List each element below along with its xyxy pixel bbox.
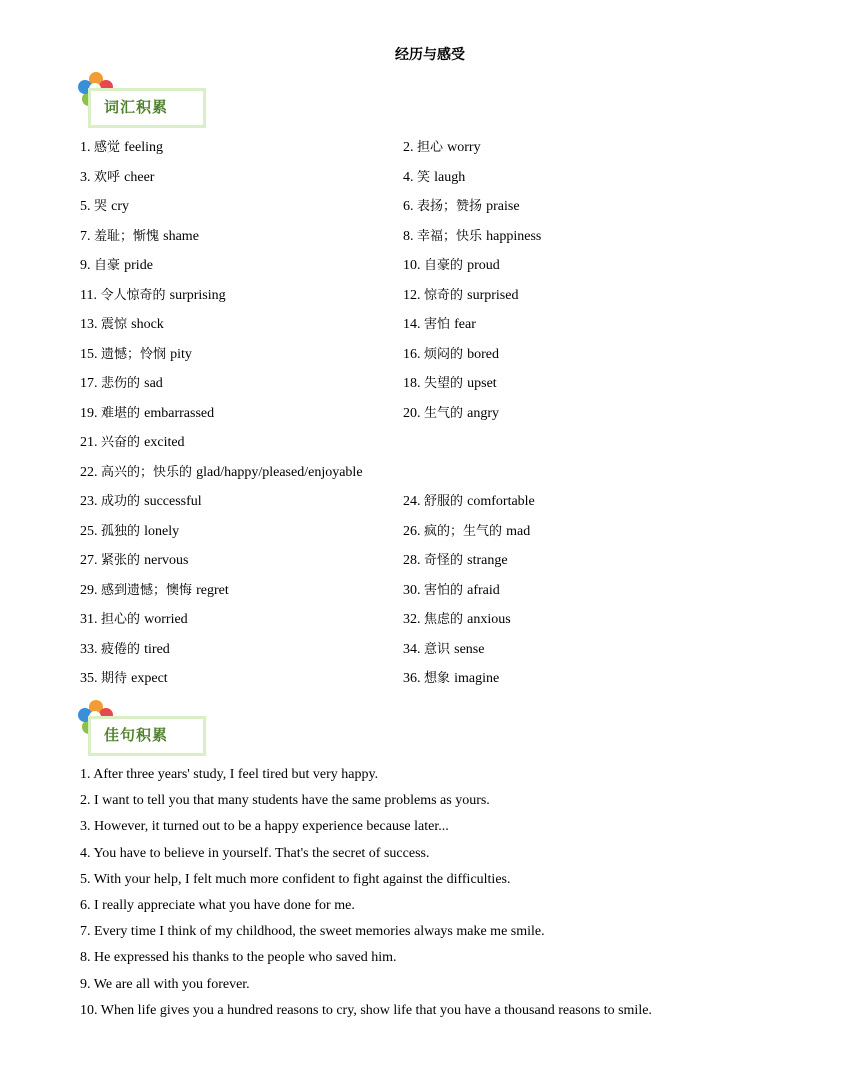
vocab-chinese: 遗憾；怜悯 [101, 346, 171, 362]
vocab-chinese: 担心的 [101, 612, 145, 627]
vocab-number: 35. [80, 671, 101, 686]
vocab-chinese: 羞耻；惭愧 [94, 228, 164, 244]
vocab-number: 13. [80, 317, 101, 332]
vocab-english: shock [131, 317, 164, 332]
vocab-chinese: 令人惊奇的 [100, 287, 170, 303]
sentence-item: 6. I really appreciate what you have done for me. [80, 897, 355, 913]
vocab-number: 32. [403, 612, 424, 627]
vocab-english: pride [124, 258, 153, 273]
vocab-english: anxious [467, 612, 511, 627]
vocab-item [403, 491, 535, 513]
sentence-item: 3. However, it turned out to be a happy experience because later... [80, 819, 449, 835]
vocab-row [80, 285, 800, 315]
vocab-number: 14. [403, 317, 424, 332]
vocab-english: sad [144, 376, 163, 391]
vocab-row [80, 550, 800, 580]
vocab-number: 31. [80, 612, 101, 627]
vocab-row [80, 226, 800, 256]
vocab-chinese: 想象 [424, 671, 455, 686]
vocab-chinese: 烦闷的 [424, 346, 468, 362]
vocab-english: feeling [124, 140, 164, 155]
vocab-english: proud [467, 258, 500, 273]
vocab-english: excited [144, 435, 185, 450]
vocab-row [80, 255, 800, 285]
vocab-number: 4. [403, 169, 417, 185]
vocab-chinese: 期待 [101, 671, 132, 686]
vocab-chinese: 哭 [94, 199, 112, 214]
vocab-row [80, 668, 800, 698]
vocab-chinese: 笑 [417, 169, 435, 185]
vocab-item [80, 137, 163, 159]
vocab-english: afraid [467, 582, 500, 598]
vocab-item [80, 521, 179, 543]
sentence-item: 9. We are all with you forever. [80, 976, 250, 992]
vocab-row [80, 491, 800, 521]
vocab-english: imagine [454, 671, 500, 686]
vocab-item [80, 226, 199, 248]
vocab-number: 16. [403, 346, 424, 362]
vocab-number: 19. [80, 405, 101, 421]
vocab-english: cheer [124, 169, 155, 185]
vocab-number: 23. [80, 494, 101, 509]
vocab-item [403, 167, 465, 189]
vocab-row [80, 196, 800, 226]
vocab-english: angry [467, 405, 500, 421]
vocab-chinese: 幸福；快乐 [417, 228, 487, 244]
vocab-english: upset [467, 376, 497, 391]
vocab-number: 21. [80, 435, 101, 450]
vocab-number: 34. [403, 641, 424, 657]
vocab-number: 36. [403, 671, 424, 686]
vocab-item [80, 167, 154, 189]
vocab-item [80, 285, 226, 307]
vocab-number: 6. [403, 199, 417, 214]
vocab-chinese: 难堪的 [101, 405, 145, 421]
vocab-chinese: 自豪的 [424, 258, 468, 273]
vocab-item [403, 609, 511, 631]
vocab-item [403, 521, 530, 543]
vocab-chinese: 兴奋的 [101, 435, 145, 450]
vocab-chinese: 舒服的 [424, 494, 468, 509]
vocab-item [80, 668, 168, 690]
vocab-english: strange [467, 553, 508, 568]
vocab-list [80, 137, 800, 698]
vocab-item [80, 196, 129, 218]
vocab-english: mad [506, 523, 531, 539]
vocab-chinese: 成功的 [101, 494, 145, 509]
vocab-chinese: 生气的 [424, 405, 468, 421]
vocab-row [80, 432, 800, 462]
vocab-row [80, 462, 800, 492]
vocab-item [403, 285, 518, 307]
vocab-chinese: 表扬；赞扬 [417, 199, 487, 214]
sentence-list [80, 764, 800, 1026]
vocab-item [80, 580, 229, 602]
vocab-chinese: 震惊 [101, 317, 132, 332]
vocab-english: tired [144, 641, 170, 657]
vocab-number: 17. [80, 376, 101, 391]
vocab-item [80, 403, 214, 425]
vocab-number: 20. [403, 405, 424, 421]
section-badge-sentences [76, 700, 212, 762]
vocab-row [80, 521, 800, 551]
page-title: 经历与感受 [395, 47, 465, 63]
vocab-english: nervous [144, 553, 189, 568]
vocab-chinese: 害怕的 [424, 582, 468, 598]
vocab-number: 26. [403, 523, 424, 539]
vocab-english: successful [144, 494, 202, 509]
vocab-item [80, 314, 164, 336]
vocab-number: 9. [80, 258, 94, 273]
vocab-english: glad/happy/pleased/enjoyable [196, 464, 363, 480]
vocab-row [80, 167, 800, 197]
vocab-item [403, 580, 500, 602]
vocab-item [403, 639, 484, 661]
vocab-chinese: 感觉 [94, 140, 125, 155]
vocab-english: regret [196, 582, 229, 598]
vocab-english: pity [170, 346, 192, 362]
vocab-chinese: 孤独的 [101, 523, 145, 539]
vocab-number: 27. [80, 553, 101, 568]
vocab-chinese: 担心 [417, 140, 448, 155]
vocab-row [80, 580, 800, 610]
vocab-row [80, 344, 800, 374]
vocab-item [80, 639, 170, 661]
vocab-chinese: 惊奇的 [424, 287, 468, 303]
vocab-english: expect [131, 671, 168, 686]
vocab-english: fear [454, 317, 476, 332]
vocab-item [80, 462, 363, 484]
vocab-number: 25. [80, 523, 101, 539]
vocab-english: worried [144, 612, 188, 627]
vocab-number: 10. [403, 258, 424, 273]
vocab-chinese: 意识 [424, 641, 455, 657]
vocab-chinese: 焦虑的 [424, 612, 468, 627]
vocab-number: 15. [80, 346, 101, 362]
vocab-number: 24. [403, 494, 424, 509]
vocab-item [403, 668, 499, 690]
vocab-chinese: 感到遗憾；懊悔 [101, 582, 197, 598]
vocab-number: 3. [80, 169, 94, 185]
vocab-item [403, 137, 481, 159]
sentence-item: 4. You have to believe in yourself. That's the secret of success. [80, 845, 430, 861]
vocab-chinese: 高兴的；快乐的 [101, 464, 197, 480]
vocab-item [403, 196, 520, 218]
vocab-english: laugh [434, 169, 466, 185]
vocab-english: praise [486, 199, 520, 214]
vocab-chinese: 害怕 [424, 317, 455, 332]
vocab-item [403, 314, 476, 336]
vocab-english: cry [111, 199, 130, 214]
vocab-chinese: 欢呼 [94, 169, 125, 185]
vocab-number: 30. [403, 582, 424, 598]
vocab-number: 11. [80, 287, 101, 303]
vocab-item [80, 432, 185, 454]
vocab-number: 1. [80, 140, 94, 155]
vocab-english: worry [447, 140, 481, 155]
sentence-item: 2. I want to tell you that many students have the same problems as yours. [80, 793, 490, 809]
sentence-item: 10. When life gives you a hundred reasons to cry, show life that you have a thousand reasons to smile. [80, 1002, 652, 1018]
vocab-row [80, 403, 800, 433]
vocab-item [80, 550, 188, 572]
vocab-chinese: 紧张的 [101, 553, 145, 568]
sentence-item: 5. With your help, I felt much more confident to fight against the difficulties. [80, 871, 511, 887]
vocab-number: 2. [403, 140, 417, 155]
vocab-item [403, 550, 508, 572]
vocab-chinese: 疯的；生气的 [424, 523, 507, 539]
vocab-chinese: 奇怪的 [424, 553, 468, 568]
vocab-english: bored [467, 346, 500, 362]
vocab-english: sense [454, 641, 485, 657]
vocab-number: 18. [403, 376, 424, 391]
vocab-row [80, 314, 800, 344]
vocab-english: embarrassed [144, 405, 215, 421]
vocab-chinese: 失望的 [424, 376, 468, 391]
vocab-english: happiness [486, 228, 542, 244]
vocab-item [80, 373, 163, 395]
vocab-chinese: 自豪 [94, 258, 125, 273]
sentence-item: 7. Every time I think of my childhood, the sweet memories always make me smile. [80, 924, 545, 940]
section-badge-vocab [76, 72, 212, 134]
sentence-item: 8. He expressed his thanks to the people who saved him. [80, 950, 397, 966]
vocab-english: shame [163, 228, 199, 244]
vocab-number: 5. [80, 199, 94, 214]
vocab-row [80, 609, 800, 639]
vocab-number: 8. [403, 228, 417, 244]
sentence-item: 1. After three years' study, I feel tired but very happy. [80, 767, 379, 782]
vocab-chinese: 疲倦的 [101, 641, 145, 657]
vocab-item [80, 491, 202, 513]
vocab-item [403, 373, 497, 395]
vocab-number: 22. [80, 464, 101, 480]
vocab-number: 28. [403, 553, 424, 568]
vocab-row [80, 373, 800, 403]
vocab-english: lonely [144, 523, 180, 539]
vocab-row [80, 137, 800, 167]
section-label: 佳句积累 [104, 726, 169, 744]
vocab-item [80, 609, 188, 631]
vocab-row [80, 639, 800, 669]
vocab-number: 29. [80, 582, 101, 598]
vocab-item [403, 255, 500, 277]
vocab-number: 12. [403, 287, 424, 303]
vocab-english: comfortable [467, 494, 535, 509]
section-label: 词汇积累 [104, 98, 169, 116]
vocab-item [403, 344, 499, 366]
vocab-number: 7. [80, 228, 94, 244]
vocab-number: 33. [80, 641, 101, 657]
vocab-english: surprised [467, 287, 519, 303]
vocab-item [403, 226, 541, 248]
vocab-english: surprising [169, 287, 226, 303]
vocab-item [403, 403, 499, 425]
vocab-item [80, 344, 192, 366]
vocab-item [80, 255, 153, 277]
vocab-chinese: 悲伤的 [101, 376, 145, 391]
